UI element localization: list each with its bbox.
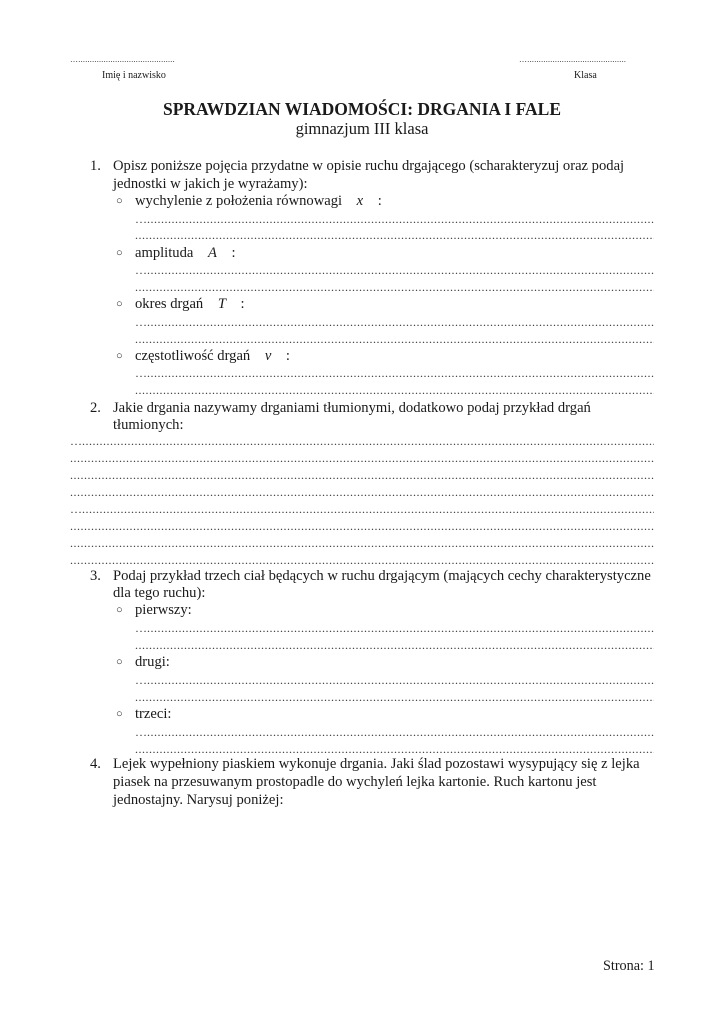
q1-item-displacement: wychylenie z położenia równowagi x : bbox=[135, 193, 382, 209]
bullet-icon: ○ bbox=[116, 656, 123, 668]
q1-item-amplitude: amplituda A : bbox=[135, 245, 236, 261]
answer-line[interactable] bbox=[135, 725, 654, 739]
answer-line[interactable] bbox=[135, 332, 654, 346]
answer-line[interactable] bbox=[135, 366, 654, 380]
page-number: Strona: 1 bbox=[603, 958, 655, 974]
answer-line[interactable] bbox=[70, 536, 654, 550]
answer-line[interactable] bbox=[135, 280, 654, 294]
answer-line[interactable] bbox=[70, 485, 654, 499]
q1-item-frequency: częstotliwość drgań ν : bbox=[135, 348, 290, 364]
bullet-icon: ○ bbox=[116, 604, 123, 616]
answer-line[interactable] bbox=[135, 315, 654, 329]
answer-line[interactable] bbox=[70, 468, 654, 482]
answer-line[interactable] bbox=[135, 228, 654, 242]
name-fill-line[interactable]: ….......................................... bbox=[70, 55, 175, 64]
q4-text-line3: jednostajny. Narysuj poniżej: bbox=[113, 792, 284, 808]
answer-line[interactable] bbox=[70, 519, 654, 533]
answer-line[interactable] bbox=[135, 621, 654, 635]
bullet-icon: ○ bbox=[116, 195, 123, 207]
q2-text-line1: Jakie drgania nazywamy drganiami tłumionymi, dodatkowo podaj przykład drgań bbox=[113, 400, 591, 416]
answer-line[interactable] bbox=[135, 263, 654, 277]
bullet-icon: ○ bbox=[116, 708, 123, 720]
q2-number: 2. bbox=[90, 400, 101, 416]
q1-text-line1: Opisz poniższe pojęcia przydatne w opisie ruchu drgającego (scharakteryzuj oraz podaj bbox=[113, 158, 625, 174]
drawing-area[interactable] bbox=[70, 815, 654, 945]
answer-line[interactable] bbox=[70, 451, 654, 465]
bullet-icon: ○ bbox=[116, 350, 123, 362]
q3-text-line2: dla tego ruchu): bbox=[113, 585, 206, 601]
q3-item-third: trzeci: bbox=[135, 706, 172, 722]
q4-text-line1: Lejek wypełniony piaskiem wykonuje drgania. Jaki ślad pozostawi wysypujący się z lejka bbox=[113, 756, 640, 772]
answer-line[interactable] bbox=[135, 383, 654, 397]
page-title: SPRAWDZIAN WIADOMOŚCI: DRGANIA I FALE bbox=[162, 99, 561, 119]
q1-text-line2: jednostki w jakich je wyrażamy): bbox=[113, 176, 308, 192]
answer-line[interactable] bbox=[70, 434, 654, 448]
answer-line[interactable] bbox=[135, 673, 654, 687]
answer-line[interactable] bbox=[135, 742, 654, 756]
q3-number: 3. bbox=[90, 568, 101, 584]
q4-number: 4. bbox=[90, 756, 101, 772]
q3-item-first: pierwszy: bbox=[135, 602, 192, 618]
answer-line[interactable] bbox=[70, 553, 654, 567]
page-subtitle: gimnazjum III klasa bbox=[295, 119, 429, 138]
name-label: Imię i nazwisko bbox=[102, 70, 166, 81]
q2-text-line2: tłumionych: bbox=[113, 417, 184, 433]
answer-line[interactable] bbox=[135, 638, 654, 652]
answer-line[interactable] bbox=[135, 212, 654, 226]
answer-line[interactable] bbox=[135, 690, 654, 704]
q4-text-line2: piasek na przesuwanym prostopadle do wychyleń lejka kartonie. Ruch kartonu jest bbox=[113, 774, 597, 790]
class-label: Klasa bbox=[574, 70, 597, 81]
bullet-icon: ○ bbox=[116, 298, 123, 310]
class-fill-line[interactable]: …........................................... bbox=[519, 55, 627, 64]
q3-item-second: drugi: bbox=[135, 654, 170, 670]
q1-item-period: okres drgań T : bbox=[135, 296, 245, 312]
bullet-icon: ○ bbox=[116, 247, 123, 259]
q1-number: 1. bbox=[90, 158, 101, 174]
q3-text-line1: Podaj przykład trzech ciał będących w ruchu drgającym (mających cechy charakterystyczne bbox=[113, 568, 651, 584]
answer-line[interactable] bbox=[70, 502, 654, 516]
